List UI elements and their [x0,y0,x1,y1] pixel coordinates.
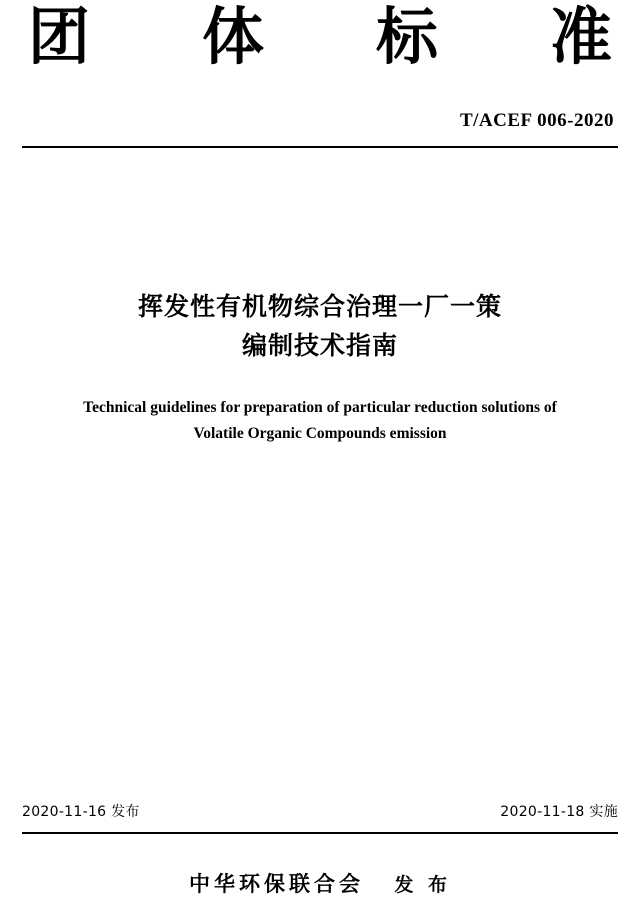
title-chinese-line-2: 编制技术指南 [241,330,398,360]
issue-date: 2020-11-16 发布 [22,804,140,820]
dates-row [22,801,618,821]
header-char-1: 团 [28,0,91,73]
standard-number-row [22,110,618,132]
title-english-line-2: Volatile Organic Compounds emission [193,424,447,442]
header-char-2: 体 [201,0,264,73]
title-chinese-line-1: 挥发性有机物综合治理一厂一策 [137,292,502,321]
title-block [22,288,618,446]
effective-date: 2020-11-18 实施 [500,804,618,820]
title-english-line-1: Technical guidelines for preparation of particular reduction solutions of [83,398,557,416]
header-char-4: 准 [549,0,612,73]
footer-divider [22,832,618,834]
issuer-verb: 发 布 [394,874,452,896]
header-divider [22,146,618,148]
standard-number: T/ACEF 006-2020 [459,110,614,131]
header-char-3: 标 [375,0,438,73]
issuer-name: 中华环保联合会 [188,872,364,896]
issuer-row [0,868,640,898]
standard-type-header [22,0,618,73]
